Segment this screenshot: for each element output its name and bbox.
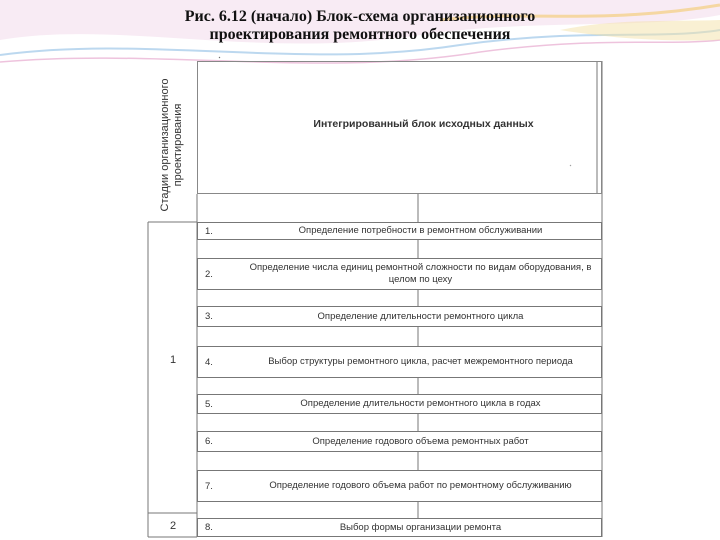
- step-text: Выбор формы организации ремонта: [339, 521, 502, 533]
- step-text: Выбор структуры ремонтного цикла, расчет межремонтного периода: [268, 356, 573, 367]
- step-number: 8.: [205, 522, 213, 533]
- step-number: 1.: [205, 225, 213, 237]
- stage-2-label: 2: [170, 520, 177, 532]
- step-text: Определение длительности ремонтного цикла: [317, 310, 524, 322]
- step-4: [197, 346, 602, 378]
- step-5: [197, 394, 602, 414]
- step-7: [197, 470, 602, 502]
- step-3: [197, 306, 602, 327]
- stage-1-label: 1: [170, 354, 177, 366]
- step-text: Определение числа единиц ремонтной сложности по видам оборудования, в целом по цеху: [249, 262, 592, 285]
- integrated-data-block: [197, 61, 602, 194]
- step-2: [197, 258, 602, 290]
- step-8: [197, 518, 602, 537]
- step-number: 7.: [205, 480, 213, 492]
- title-line-2: проектирования ремонтного обеспечения: [209, 26, 511, 43]
- step-number: 6.: [205, 436, 213, 447]
- title-line-1: Рис. 6.12 (начало) Блок-схема организационного: [184, 8, 536, 25]
- step-text: Определение годового объема работ по ремонтному обслуживанию: [269, 480, 572, 491]
- step-number: 2.: [205, 268, 213, 280]
- step-text: Определение годового объема ремонтных работ: [312, 435, 529, 447]
- step-6: [197, 431, 602, 452]
- stage-column-header: [152, 70, 192, 220]
- step-text: Определение длительности ремонтного цикла в годах: [300, 398, 541, 409]
- step-1: [197, 222, 602, 240]
- step-number: 3.: [205, 311, 213, 322]
- integrated-data-label: Интегрированный блок исходных данных: [313, 117, 534, 130]
- step-number: 4.: [205, 356, 213, 368]
- stage-column-label: Стадии организационного проектирования: [159, 78, 184, 212]
- step-text: Определение потребности в ремонтном обслуживании: [298, 225, 543, 236]
- step-number: 5.: [205, 398, 213, 410]
